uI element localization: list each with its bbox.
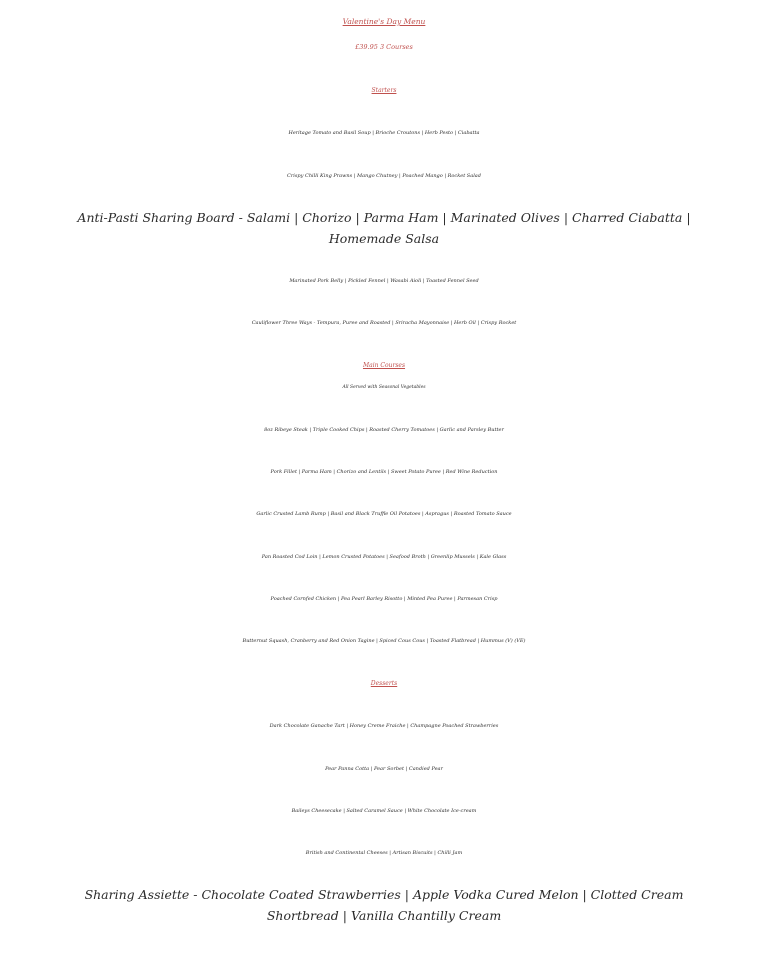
mains-note: All Served with Seasonal Vegetables bbox=[342, 385, 426, 390]
starter-item: Heritage Tomato and Basil Soup | Brioche Croutons | Herb Pesto | Ciabatta bbox=[288, 130, 480, 136]
desserts-heading: Desserts bbox=[370, 680, 398, 687]
starter-item: Crispy Chilli King Prawns | Mango Chutney | Poached Mango | Rocket Salad bbox=[287, 173, 481, 179]
main-item: 8oz Ribeye Steak | Triple Cooked Chips | Roasted Cherry Tomatoes | Garlic and Parsley Butter bbox=[264, 427, 504, 433]
dessert-item: Pear Panna Cotta | Pear Sorbet | Candied Pear bbox=[325, 766, 443, 772]
main-item: Pork Fillet | Parma Ham | Chorizo and Lentils | Sweet Potato Puree | Red Wine Reduction bbox=[270, 469, 498, 475]
mains-heading: Main Courses bbox=[362, 362, 406, 369]
main-item: Butternut Squash, Cranberry and Red Onion Tagine | Spiced Cous Cous | Toasted Flatbread | Hummus (V) (VE) bbox=[242, 638, 526, 644]
menu-title: Valentine's Day Menu bbox=[342, 17, 426, 26]
dessert-item: Sharing Assiette - Chocolate Coated Strawberries | Apple Vodka Cured Melon | Clotted Cream Shortbread | Vanilla Chantilly Cream bbox=[84, 887, 684, 923]
main-item: Garlic Crusted Lamb Rump | Basil and Black Truffle Oil Potatoes | Aspragus | Roasted Tomato Sauce bbox=[256, 511, 512, 517]
starter-item: Anti-Pasti Sharing Board - Salami | Chorizo | Parma Ham | Marinated Olives | Charred Ciabatta | Homemade Salsa bbox=[77, 210, 691, 246]
dessert-item: Baileys Cheesecake | Salted Caramel Sauce | White Chocolate Ice-cream bbox=[291, 808, 477, 814]
starter-item: Cauliflower Three Ways - Tempura, Puree and Roasted | Sriracha Mayonnaise | Herb Oil | Crispy Rocket bbox=[251, 320, 517, 326]
dessert-item: Dark Chocolate Ganache Tart | Honey Creme Fraiche | Champagne Poached Strawberries bbox=[269, 723, 499, 729]
starter-item: Marinated Pork Belly | Pickled Fennel | Wasabi Aioli | Toasted Fennel Seed bbox=[289, 278, 479, 284]
main-item: Pan Roasted Cod Loin | Lemon Crusted Potatoes | Seafood Broth | Greenlip Mussels | Kale Glass bbox=[261, 554, 507, 560]
main-item: Poached Cornfed Chicken | Pea Pearl Barley Risotto | Minted Pea Puree | Parmesan Crisp bbox=[270, 596, 498, 602]
starters-heading: Starters bbox=[371, 87, 397, 94]
dessert-item: British and Continental Cheeses | Artisan Biscuits | Chilli Jam bbox=[305, 850, 463, 856]
menu-price: £39.95 3 Courses bbox=[355, 43, 413, 51]
